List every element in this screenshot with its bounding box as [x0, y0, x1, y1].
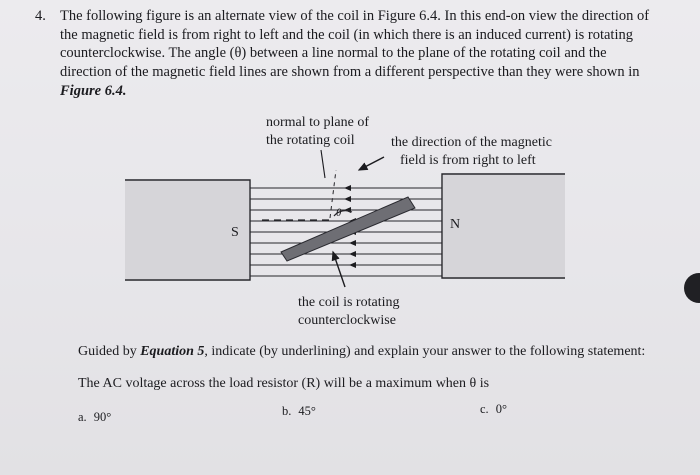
rotation-label-line-1: the coil is rotating — [298, 295, 400, 310]
angle-label: θ — [336, 207, 342, 219]
equation-reference: Equation 5 — [140, 344, 205, 359]
option-b[interactable] — [282, 404, 316, 419]
option-b-value: 45° — [298, 404, 316, 418]
option-c-value: 0° — [495, 402, 507, 416]
guided-suffix: , indicate (by underlining) and explain your answer to the following statement: — [204, 344, 646, 359]
question-line-4: direction of the magnetic field lines are shown from a different perspective than they were shown in — [60, 64, 640, 81]
field-label-line-1: the direction of the magnetic — [391, 135, 552, 150]
normal-pointer — [321, 150, 325, 178]
rotating-coil — [281, 197, 415, 261]
field-pointer-arrow — [359, 157, 384, 170]
question-line-2: the magnetic field is from right to left and the coil (in which there is an induced current) is rotating — [60, 26, 633, 43]
north-pole-label: N — [450, 217, 461, 232]
option-a[interactable] — [78, 410, 111, 425]
option-a-key: a. — [78, 410, 87, 424]
question-line-3: counterclockwise. The angle (θ) between a line normal to the plane of the rotating coil and the — [60, 45, 607, 62]
north-magnet — [442, 174, 565, 278]
question-number: 4. — [35, 8, 46, 24]
question-line-5: Figure 6.4. — [60, 82, 127, 99]
guided-prefix: Guided by — [78, 344, 141, 359]
statement: The AC voltage across the load resistor (R) will be a maximum when θ is — [78, 376, 490, 391]
question-line-1: The following figure is an alternate view of the coil in Figure 6.4. In this end-on view the direction of — [60, 8, 650, 24]
option-c[interactable] — [480, 402, 507, 417]
field-label-line-2: field is from right to left — [400, 153, 536, 168]
option-c-key: c. — [480, 402, 489, 416]
option-b-key: b. — [282, 404, 292, 418]
rotation-label-line-2: counterclockwise — [298, 313, 396, 328]
guided-instruction — [78, 344, 645, 360]
normal-label-line-2: the rotating coil — [266, 133, 355, 148]
normal-label-line-1: normal to plane of — [266, 115, 370, 130]
option-a-value: 90° — [93, 410, 112, 424]
rotation-pointer-arrow — [333, 252, 345, 287]
south-pole-label: S — [231, 225, 239, 240]
